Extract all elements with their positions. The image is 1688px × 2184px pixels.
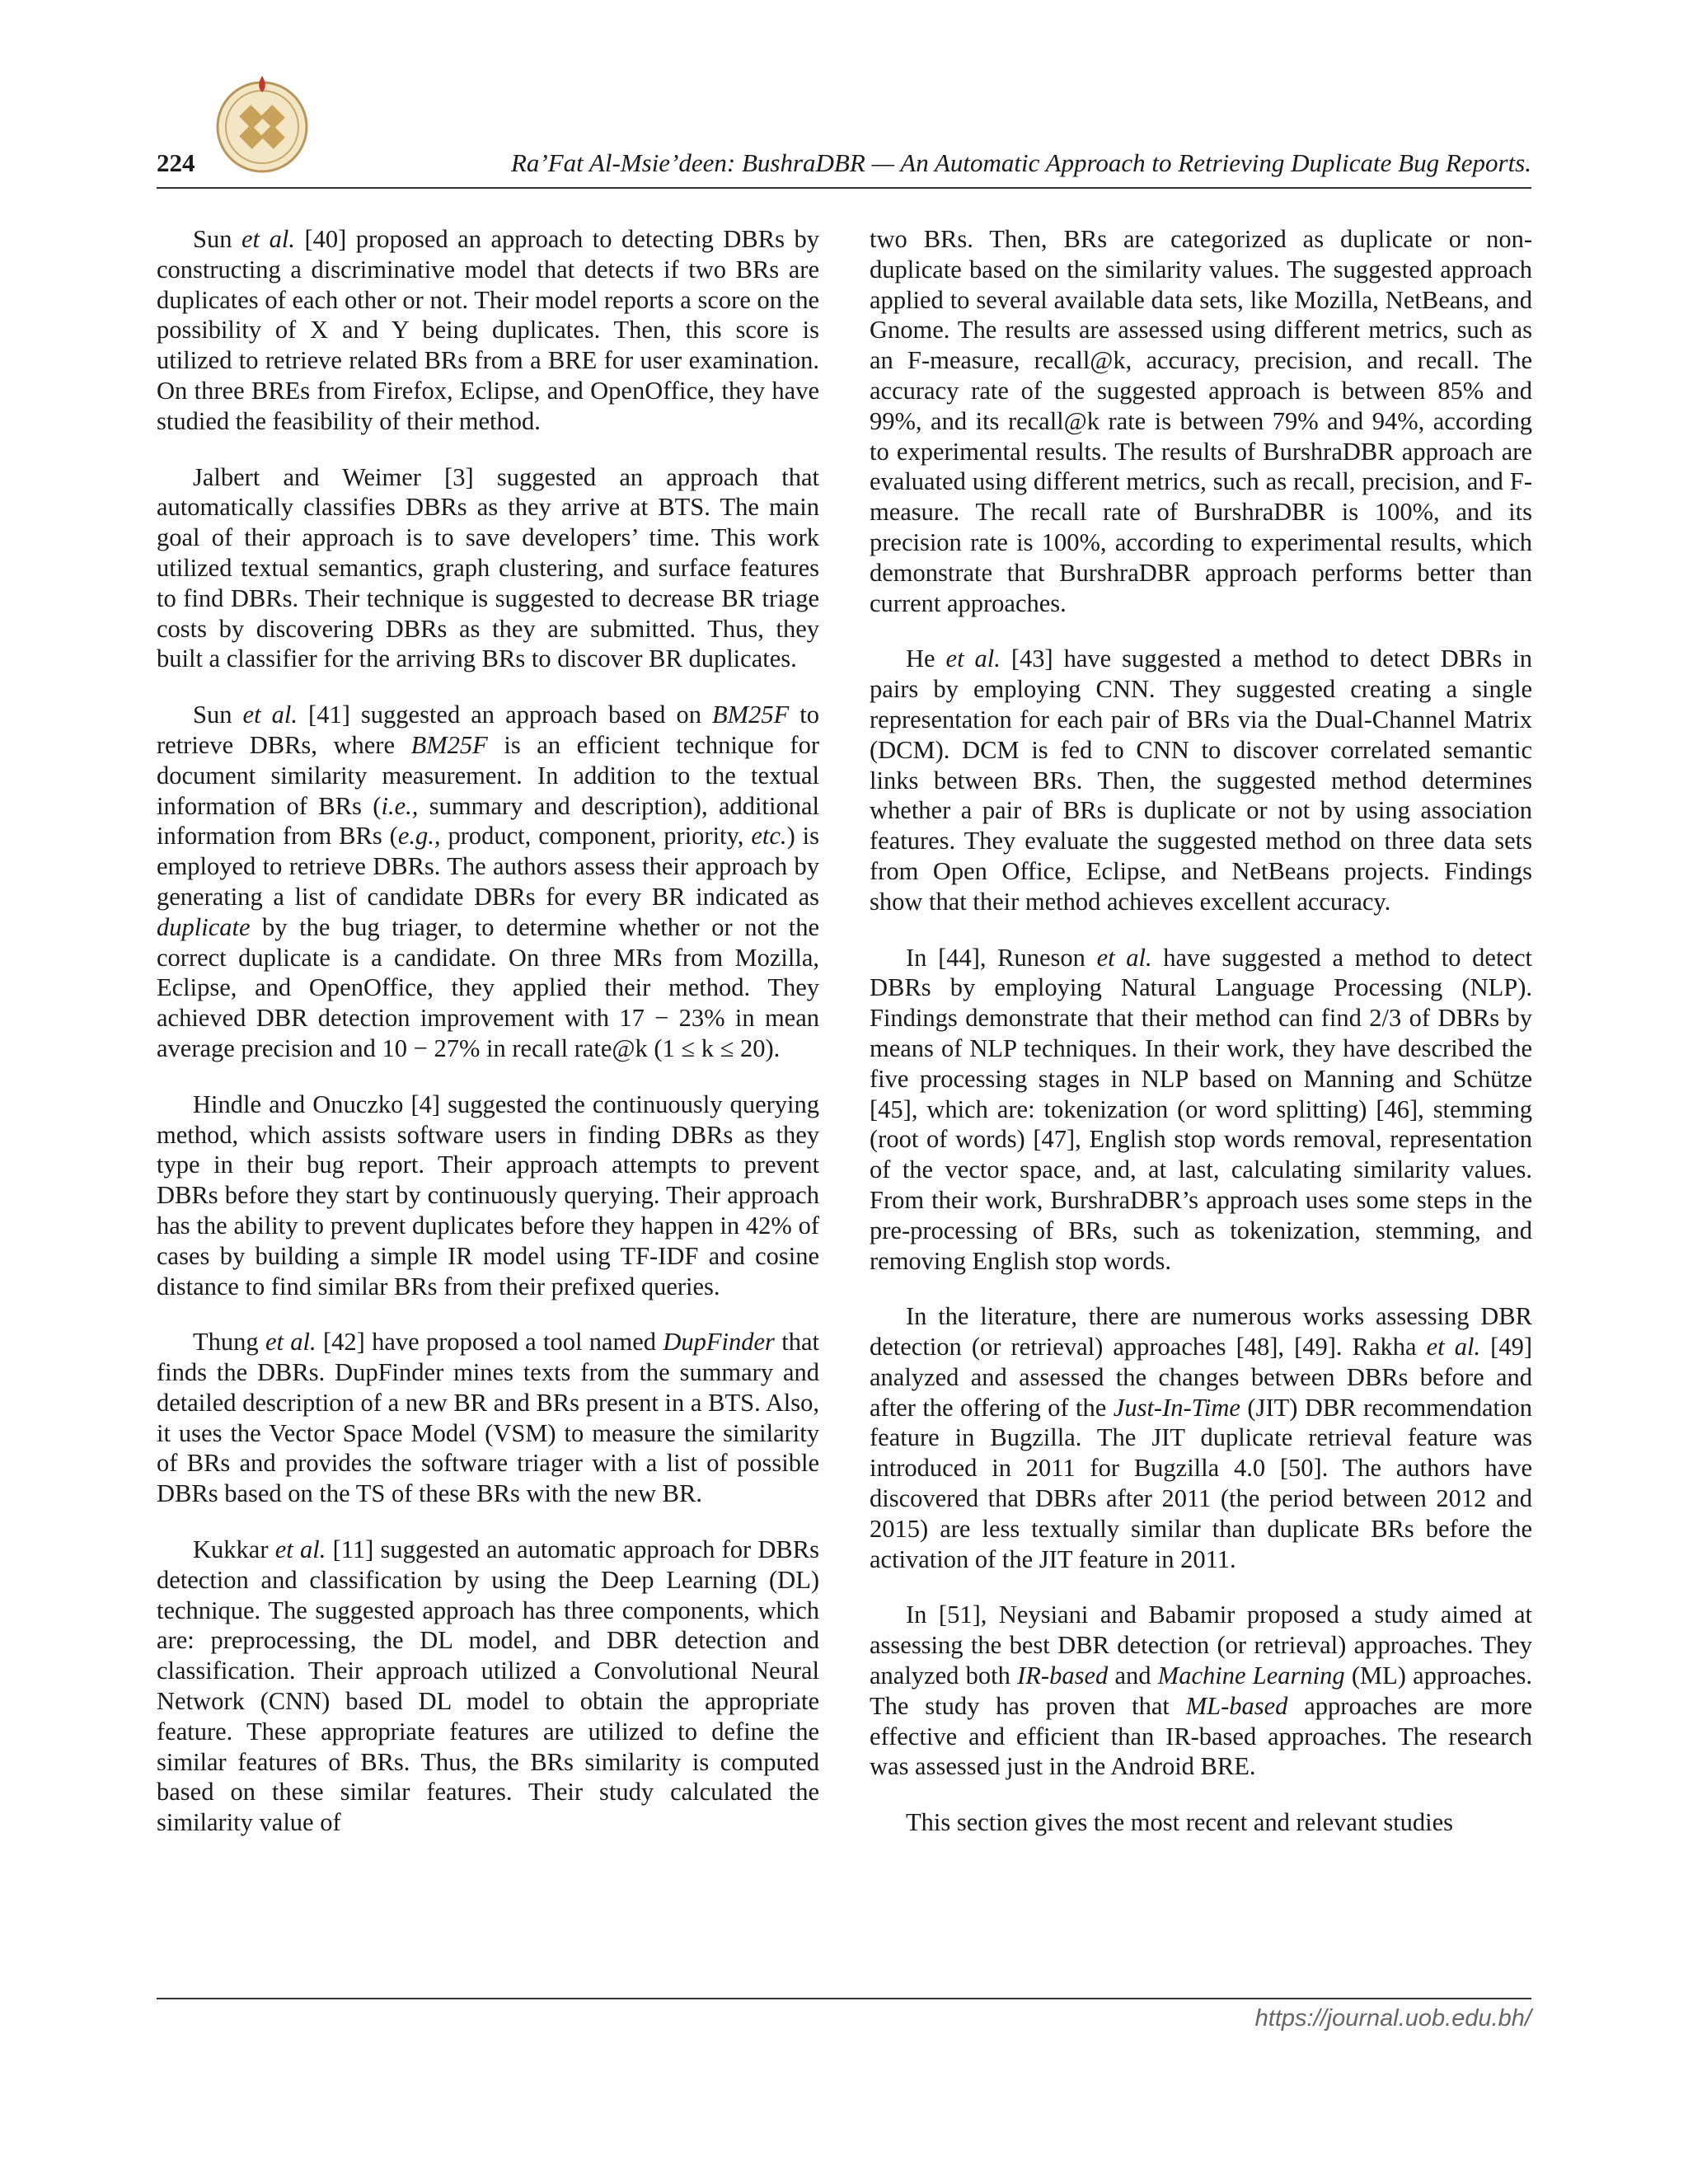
italic-text: BM25F	[410, 730, 488, 759]
page-number: 224	[157, 148, 195, 177]
italic-text: IR-based	[1017, 1661, 1109, 1690]
right-column	[870, 224, 1532, 1838]
body-paragraph	[870, 1301, 1532, 1574]
journal-url-link[interactable]: https://journal.uob.edu.bh/	[1254, 2005, 1531, 2032]
footer-rule	[157, 1998, 1531, 1999]
body-paragraph	[870, 943, 1532, 1277]
body-paragraph	[157, 1327, 819, 1509]
body-paragraph	[870, 224, 1532, 618]
body-paragraph	[157, 1535, 819, 1838]
text-run: Hindle and Onuczko [4] suggested the continuously querying method, which assists software users in finding DBRs as they type in their bug report. Their approach attempts to prevent DBRs before they start by continuously querying. Their approach has the ability to prevent duplicates before they happen in 42% of cases by building a simple IR model using TF-IDF and cosine distance to find similar BRs from their prefixed queries.	[157, 1090, 819, 1301]
italic-text: duplicate	[157, 912, 251, 941]
italic-text: etc.	[751, 822, 787, 851]
italic-text: et al.	[242, 701, 298, 729]
body-paragraph	[157, 700, 819, 1064]
text-run: Sun	[193, 225, 242, 253]
text-run: [11] suggested an automatic approach for DBRs detection and classification by using the Deep Learning (DL) technique. The suggested approach has three components, which are: preprocessing, the DL model, and DBR detection and classification. Their approach utilized a Convolutional Neural Network (CNN) based DL model to obtain the appropriate feature. These appropriate features are utilized to define the similar features of BRs. Thus, the BRs similarity is computed based on these similar features. Their study calculated the similarity value of	[157, 1535, 819, 1837]
left-column	[157, 224, 819, 1838]
text-run: Thung	[193, 1328, 265, 1357]
italic-text: Machine Learning	[1157, 1661, 1345, 1690]
text-run: [40] proposed an approach to detecting DBRs by constructing a discriminative model that detects if two BRs are duplicates of each other or not. Their model reports a score on the possibility of X and Y being duplicates. Then, this score is utilized to retrieve related BRs from a BRE for user examination. On three BREs from Firefox, Eclipse, and OpenOffice, they have studied the feasibility of their method.	[157, 225, 819, 435]
text-run: have suggested a method to detect DBRs by employing Natural Language Processing (NLP). Findings demonstrate that their method can find 2/3 of DBRs by means of NLP techniques. In their work, they have described the five processing stages in NLP based on Manning and Schütze [45], which are: tokenization (or word splitting) [46], stemming (root of words) [47], English stop words removal, representation of the vector space, and, at last, calculating similarity values. From their work, BurshraDBR’s approach uses some steps in the pre-processing of BRs, such as tokenization, stemming, and removing English stop words.	[870, 943, 1532, 1275]
italic-text: e.g.,	[397, 822, 441, 851]
italic-text: BM25F	[712, 701, 790, 729]
italic-text: DupFinder	[663, 1328, 775, 1357]
text-run: [49] analyzed and assessed the changes between DBRs before and after the offering of the	[870, 1333, 1532, 1422]
body-paragraph	[870, 644, 1532, 916]
text-run: to retrieve DBRs, where	[157, 701, 819, 759]
italic-text: Just-In-Time	[1113, 1393, 1240, 1422]
italic-text: i.e.,	[381, 791, 419, 820]
text-run: In the literature, there are numerous works assessing DBR detection (or retrieval) approaches [48], [49]. Rakha	[870, 1302, 1532, 1361]
text-run: Kukkar	[193, 1535, 275, 1564]
text-run: Sun	[193, 701, 243, 729]
text-run: [41] suggested an approach based on	[297, 701, 713, 729]
italic-text: et al.	[1426, 1333, 1481, 1361]
text-run: summary and description), additional information from BRs (	[157, 791, 819, 851]
italic-text: et al.	[265, 1328, 316, 1357]
italic-text: et al.	[241, 225, 295, 253]
text-run: [43] have suggested a method to detect DBRs in pairs by employing CNN. They suggested creating a single representation for each pair of BRs via the Dual-Channel Matrix (DCM). DCM is fed to CNN to discover correlated semantic links between BRs. Then, the suggested method determines whether a pair of BRs is duplicate or not by using association features. They evaluate the suggested method on three data sets from Open Office, Eclipse, and NetBeans projects. Findings show that their method achieves excellent accuracy.	[870, 644, 1532, 916]
text-run: two BRs. Then, BRs are categorized as duplicate or non-duplicate based on the similarity values. The suggested approach applied to several available data sets, like Mozilla, NetBeans, and Gnome. The results are assessed using different metrics, such as an F-measure, recall@k, accuracy, precision, and recall. The accuracy rate of the suggested approach is between 85% and 99%, and its recall@k rate is between 79% and 94%, according to experimental results. The results of BurshraDBR approach are evaluated using different metrics, such as recall, precision, and F-measure. The recall rate of BurshraDBR is 100%, and its precision rate is 100%, according to experimental results, which demonstrate that BurshraDBR approach performs better than current approaches.	[870, 225, 1532, 617]
text-run: [42] have proposed a tool named	[316, 1328, 663, 1357]
text-run: by the bug triager, to determine whether or not the correct duplicate is a candidate. On three MRs from Mozilla, Eclipse, and OpenOffice, they applied their method. They achieved DBR detection improvement with 17 − 23% in mean average precision and 10 − 27% in recall rate@k (1 ≤ k ≤ 20).	[157, 912, 819, 1062]
italic-text: et al.	[945, 644, 1001, 673]
text-run: (ML) approaches. The study has proven that	[870, 1661, 1532, 1720]
body-paragraph	[157, 224, 819, 437]
text-run: and	[1108, 1661, 1158, 1690]
italic-text: et al.	[274, 1535, 326, 1564]
text-run: In [44], Runeson	[906, 943, 1097, 972]
text-run: approaches are more effective and efficient than IR-based approaches. The research was assessed just in the Android BRE.	[870, 1691, 1532, 1781]
text-run: Jalbert and Weimer [3] suggested an approach that automatically classifies DBRs as they arrive at BTS. The main goal of their approach is to save developers’ time. This work utilized textual semantics, graph clustering, and surface features to find DBRs. Their technique is suggested to decrease BR triage costs by discovering DBRs as they are submitted. Thus, they built a classifier for the arriving BRs to discover BR duplicates.	[157, 462, 819, 673]
text-run: He	[906, 644, 946, 673]
body-paragraph	[157, 462, 819, 675]
running-title: Ra’Fat Al-Msie’deen: BushraDBR — An Automatic Approach to Retrieving Duplicate Bug Reports.	[510, 148, 1531, 177]
text-run: In [51], Neysiani and Babamir proposed a study aimed at assessing the best DBR detection (or retrieval) approaches. They analyzed both	[870, 1601, 1532, 1690]
running-header	[157, 148, 1531, 190]
body-paragraph	[870, 1807, 1532, 1838]
text-run: ) is employed to retrieve DBRs. The authors assess their approach by generating a list of candidate DBRs for every BR indicated as	[157, 822, 820, 911]
italic-text: ML-based	[1185, 1691, 1288, 1720]
body-paragraph	[157, 1090, 819, 1302]
body-paragraph	[870, 1600, 1532, 1782]
text-run: that finds the DBRs. DupFinder mines texts from the summary and detailed description of a new BR and BRs present in a BTS. Also, it uses the Vector Space Model (VSM) to measure the similarity of BRs and provides the software triager with a list of possible DBRs based on the TS of these BRs with the new BR.	[157, 1328, 819, 1508]
text-run: This section gives the most recent and relevant studies	[906, 1808, 1454, 1837]
header-rule	[157, 187, 1531, 189]
text-run: is an efficient technique for document similarity measurement. In addition to the textual information of BRs (	[157, 730, 819, 820]
text-run: (JIT) DBR recommendation feature in Bugzilla. The JIT duplicate retrieval feature was introduced in 2011 for Bugzilla 4.0 [50]. The authors have discovered that DBRs after 2011 (the period between 2012 and 2015) are less textually similar than duplicate BRs before the activation of the JIT feature in 2011.	[870, 1393, 1532, 1573]
italic-text: et al.	[1096, 943, 1152, 972]
text-run: product, component, priority,	[440, 822, 752, 851]
